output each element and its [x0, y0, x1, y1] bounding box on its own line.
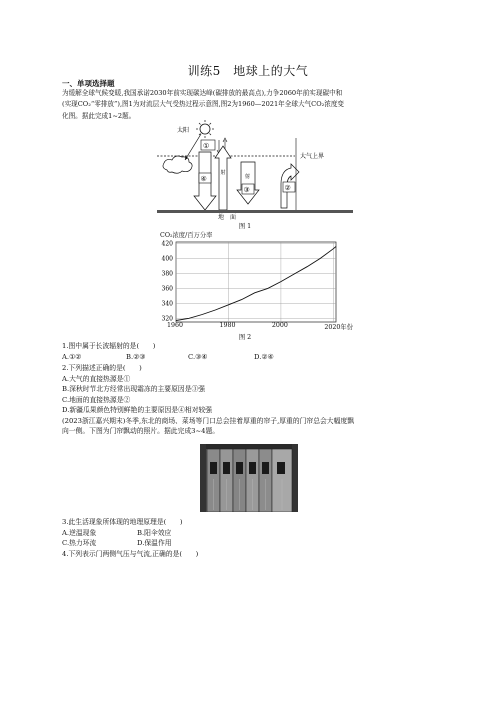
options-column [62, 374, 440, 416]
chart-ylabel: CO₂浓度/百万分率 [160, 232, 213, 239]
question-stem: 4.下列表示门两侧气压与气流,正确的是( ) [62, 549, 199, 558]
y-tick-label: 320 [161, 315, 173, 323]
option-b[interactable]: B.阳伞效应 [137, 528, 172, 537]
passage-line: 向一侧。下图为门帘飘动的照片。据此完成3~4题。 [62, 427, 220, 436]
section-heading: 一、单项选择题 [62, 79, 115, 88]
figure2-caption: 图 2 [238, 334, 252, 341]
options-row [62, 528, 440, 539]
x-tick-label: 2020年份 [324, 324, 353, 331]
arrow-ground-up [215, 146, 231, 210]
y-tick-label: 340 [161, 300, 173, 308]
intro-line: 为缓解全球气候变暖,我国承诺2030年前实现碳达峰(碳排放的最高点),力争2060年前实现碳中和 [62, 89, 343, 97]
intro-line: 化图。据此完成1~2题。 [62, 111, 136, 120]
y-tick-label: 400 [161, 255, 173, 263]
boundary-label: 大气上界 [300, 153, 325, 160]
question-stem: 2.下列描述正确的是( ) [62, 364, 142, 372]
option-c[interactable]: C.热力环流 [62, 539, 97, 548]
plot-frame [176, 242, 336, 322]
arrow-text: 射 [220, 170, 226, 176]
passage-line: (2023浙江嘉兴期末)冬季,东北的商场、菜场等门口总会挂着厚重的帘子,厚重的门帘总会大幅度飘 [62, 417, 354, 425]
sun-label: 太阳 [177, 127, 190, 134]
marker-4: ④ [200, 175, 207, 183]
option-c[interactable]: C.③④ [188, 352, 208, 361]
page-title: 训练5 地球上的大气 [187, 64, 309, 78]
passage-2 [62, 416, 440, 436]
marker-2: ② [284, 184, 291, 192]
question-stem: 3.此生活现象所体现的地理原理是( ) [62, 518, 183, 526]
sun-icon [196, 120, 214, 138]
question-1 [62, 341, 440, 362]
question-3 [62, 517, 440, 559]
arrow-3-down [237, 162, 259, 204]
y-tick-label: 380 [161, 270, 173, 278]
x-tick-label: 1980 [219, 322, 236, 329]
question-2 [62, 363, 440, 416]
option-b[interactable]: B.②③ [126, 352, 146, 361]
option-d[interactable]: D.②④ [254, 352, 274, 361]
options-row [62, 352, 440, 363]
x-tick-label: 2000 [271, 322, 288, 329]
option-d[interactable]: D.新疆瓜果颜色特别鲜艳的主要原因是④相对较强 [62, 406, 213, 415]
arrow-text: 射 [245, 174, 251, 180]
cloud-icon [163, 156, 192, 173]
y-tick-label: 360 [161, 285, 173, 293]
option-d[interactable]: D.保温作用 [137, 539, 172, 548]
option-b[interactable]: B.深秋时节北方经常出现霜冻的主要原因是③强 [62, 385, 206, 394]
x-tick-label: 1960 [167, 322, 184, 329]
co2-series-line [176, 247, 336, 321]
chart-x-tick-labels [0, 322, 496, 332]
marker-3: ③ [243, 186, 250, 194]
co2-chart [150, 238, 340, 334]
options-row [62, 538, 440, 549]
intro-line: (实现CO₂“零排放”),图1为对流层大气受热过程示意图,图2为1960—2021年全球大气CO₂浓度变 [62, 100, 345, 109]
option-a[interactable]: A.大气的直接热源是① [62, 374, 131, 383]
figure1-diagram [155, 118, 355, 222]
option-a[interactable]: A.①② [62, 352, 82, 361]
figure1-caption: 图 1 [238, 223, 252, 230]
door-curtain-photo [200, 444, 298, 512]
option-c[interactable]: C.地面的直接热源是② [62, 395, 131, 404]
question-stem: 1.图中属于长波辐射的是( ) [62, 342, 156, 350]
marker-1: ① [203, 142, 210, 150]
ground-label: 地 面 [218, 214, 237, 221]
option-a[interactable]: A.逆温现象 [62, 528, 97, 537]
y-tick-label: 420 [161, 240, 173, 248]
ground-strip [157, 210, 353, 213]
